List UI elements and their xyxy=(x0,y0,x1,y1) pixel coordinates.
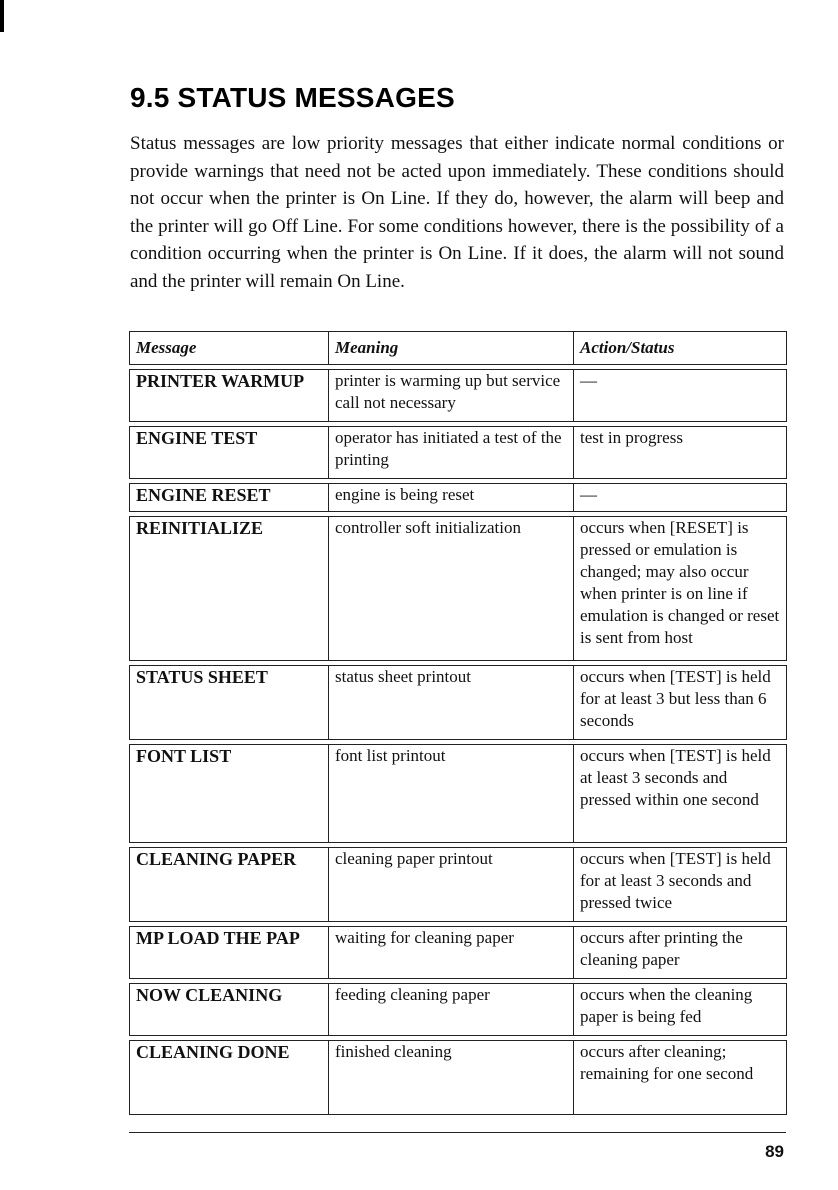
margin-mark xyxy=(0,0,4,32)
page-number: 89 xyxy=(765,1142,784,1161)
table-header-row xyxy=(130,332,787,365)
table-row xyxy=(130,666,787,740)
section-title: 9.5 STATUS MESSAGES xyxy=(130,82,455,113)
row-meaning: status sheet printout xyxy=(329,666,574,740)
row-meaning: feeding cleaning paper xyxy=(329,984,574,1036)
table-row xyxy=(130,427,787,479)
row-meaning: controller soft initialization xyxy=(329,517,574,661)
row-action: occurs when [RESET] is pressed or emulation is changed; may also occur when printer is on line if emulation is changed or reset is sent from host xyxy=(574,517,787,661)
header-message: Message xyxy=(130,332,329,365)
row-message: ENGINE RESET xyxy=(130,484,329,512)
row-message: CLEANING PAPER xyxy=(130,848,329,922)
table-row xyxy=(130,484,787,512)
header-meaning: Meaning xyxy=(329,332,574,365)
table-row xyxy=(130,984,787,1036)
status-messages-table xyxy=(129,331,787,1115)
row-meaning: cleaning paper printout xyxy=(329,848,574,922)
table-row xyxy=(130,517,787,661)
table-row xyxy=(130,1041,787,1115)
row-action: — xyxy=(574,484,787,512)
row-meaning: finished cleaning xyxy=(329,1041,574,1115)
row-message: MP LOAD THE PAP xyxy=(130,927,329,979)
table-row xyxy=(130,745,787,843)
row-message: REINITIALIZE xyxy=(130,517,329,661)
row-action: occurs when the cleaning paper is being fed xyxy=(574,984,787,1036)
row-meaning: printer is warming up but service call not necessary xyxy=(329,370,574,422)
row-meaning: engine is being reset xyxy=(329,484,574,512)
row-message: ENGINE TEST xyxy=(130,427,329,479)
row-action: occurs after cleaning; remaining for one second xyxy=(574,1041,787,1115)
table-row xyxy=(130,927,787,979)
table-row xyxy=(130,370,787,422)
row-action: test in progress xyxy=(574,427,787,479)
row-action: — xyxy=(574,370,787,422)
row-action: occurs when [TEST] is held for at least 3 but less than 6 seconds xyxy=(574,666,787,740)
intro-paragraph: Status messages are low priority messages that either indicate normal conditions or provide warnings that need not be acted upon immediately. These conditions should not occur when the printer is On Line. If they do, however, the alarm will beep and the printer will go Off Line. For some conditions however, there is the possibility of a condition occurring when the printer is On Line. If it does, the alarm will not sound and the printer will remain On Line. xyxy=(130,133,784,292)
row-message: STATUS SHEET xyxy=(130,666,329,740)
row-meaning: waiting for cleaning paper xyxy=(329,927,574,979)
row-meaning: operator has initiated a test of the printing xyxy=(329,427,574,479)
row-message: PRINTER WARMUP xyxy=(130,370,329,422)
row-action: occurs when [TEST] is held at least 3 seconds and pressed within one second xyxy=(574,745,787,843)
table-row xyxy=(130,848,787,922)
row-action: occurs after printing the cleaning paper xyxy=(574,927,787,979)
row-meaning: font list printout xyxy=(329,745,574,843)
row-message: FONT LIST xyxy=(130,745,329,843)
header-action: Action/Status xyxy=(574,332,787,365)
row-message: CLEANING DONE xyxy=(130,1041,329,1115)
footer-rule xyxy=(129,1132,786,1133)
row-action: occurs when [TEST] is held for at least 3 seconds and pressed twice xyxy=(574,848,787,922)
row-message: NOW CLEANING xyxy=(130,984,329,1036)
